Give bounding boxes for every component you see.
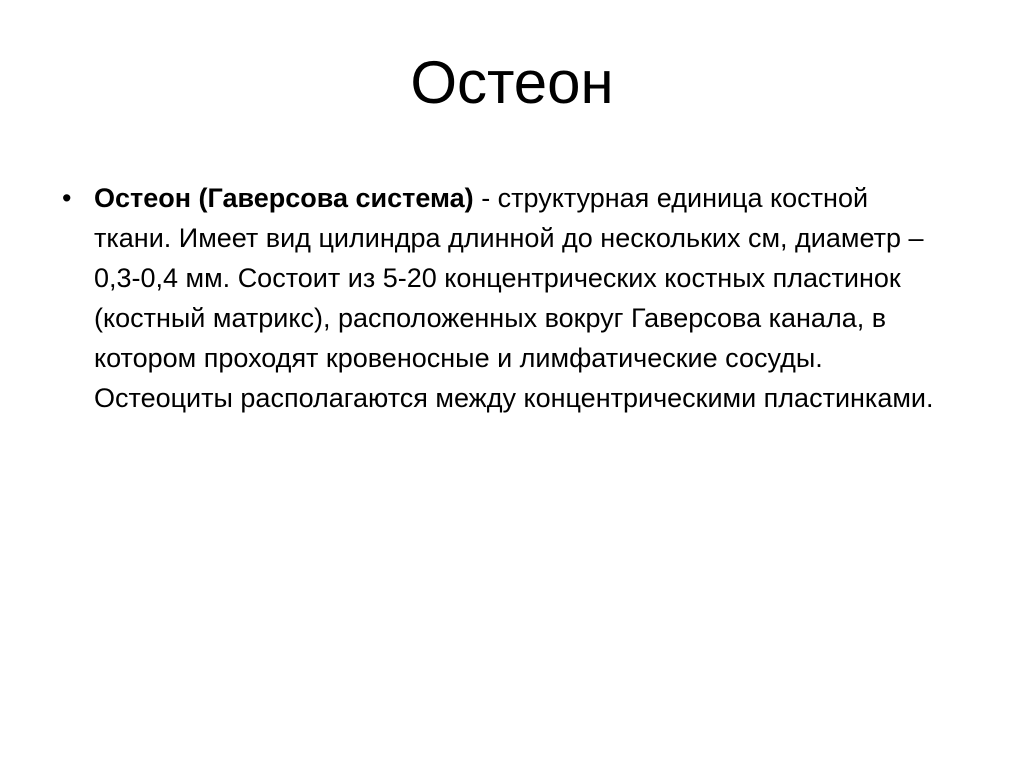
bullet-paragraph [94, 178, 934, 418]
bullet-body-text: - структурная единица костной ткани. Имеет вид цилиндра длинной до нескольких см, диаметр – 0,3-0,4 мм. Состоит из 5-20 концентрических костных пластинок (костный матрикс), расположенных вокруг Гаверсова канала, в котором проходят кровеносные и лимфатические сосуды. Остеоциты располагаются между концентрическими пластинками. [94, 183, 934, 413]
bullet-lead-text: Остеон (Гаверсова система) [94, 183, 474, 213]
list-item [52, 178, 972, 418]
page-title: Остеон [410, 49, 614, 116]
bullet-icon: • [62, 183, 72, 213]
slide-body [52, 178, 972, 418]
